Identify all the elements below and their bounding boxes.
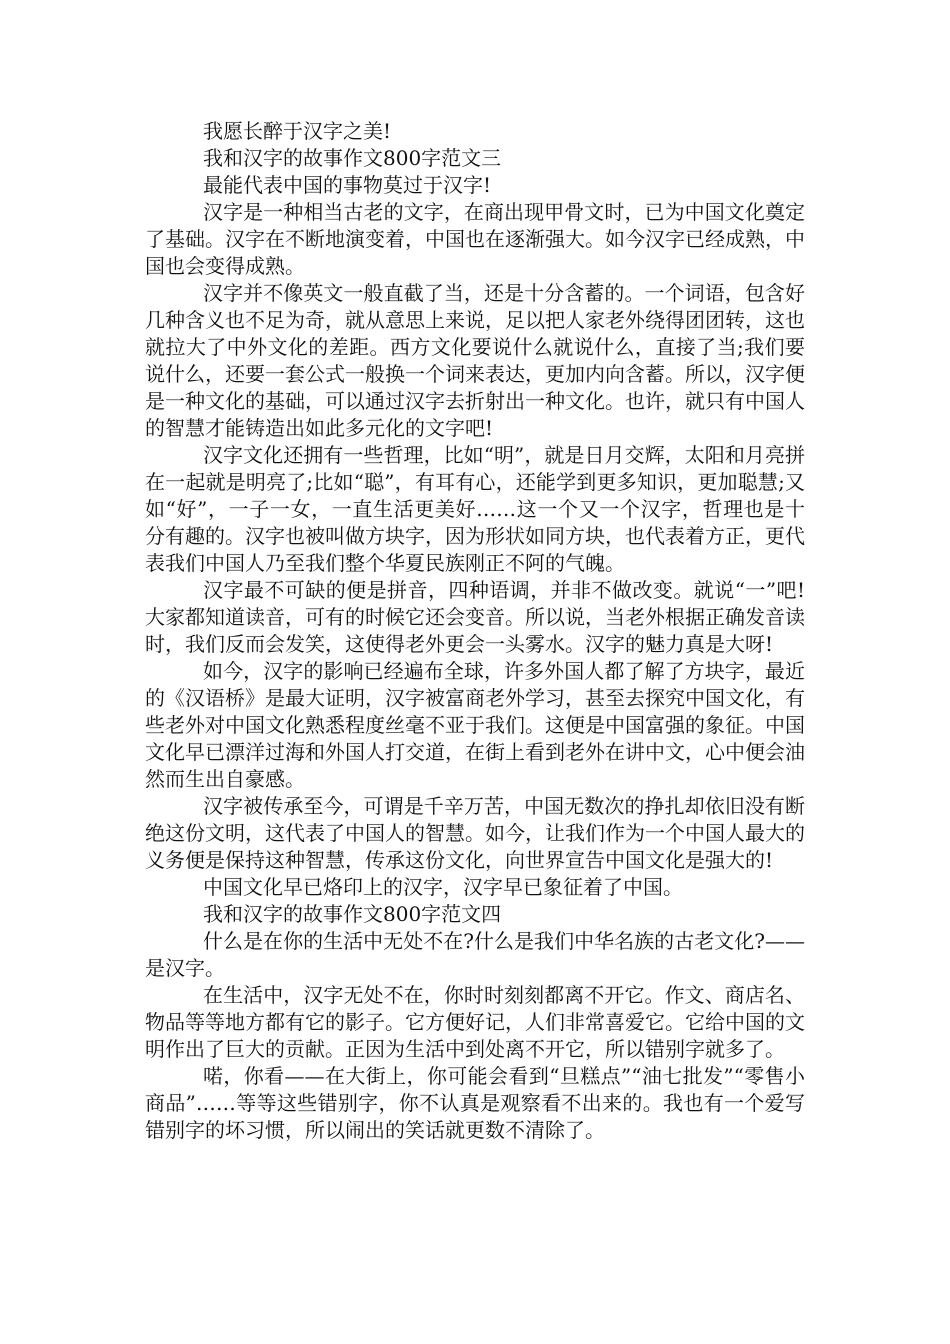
section-heading: 我和汉字的故事作文800字范文三	[203, 146, 502, 170]
paragraph: 最能代表中国的事物莫过于汉字!	[203, 173, 492, 197]
paragraph: 汉字被传承至今，可谓是千辛万苦，中国无数次的挣扎却依旧没有断绝这份文明，这代表了中国人的智慧。如今，让我们作为一个中国人最大的义务便是保持这种智慧，传承这份文化，向世界宣告中国文化是强大的!	[145, 794, 805, 872]
paragraph: 汉字最不可缺的便是拼音，四种语调，并非不做改变。就说“一”吧!大家都知道读音，可有的时候它还会变音。所以说，当老外根据正确发音读时，我们反而会发笑，这使得老外更会一头雾水。汉字的魅力真是大呀!	[145, 578, 805, 656]
paragraph: 我愿长醉于汉字之美!	[203, 119, 392, 143]
paragraph: 汉字并不像英文一般直截了当，还是十分含蓄的。一个词语，包含好几种含义也不足为奇，就从意思上来说，足以把人家老外绕得团团转，这也就拉大了中外文化的差距。西方文化要说什么就说什么，直接了当;我们要说什么，还要一套公式一般换一个词来表达，更加内向含蓄。所以，汉字便是一种文化的基础，可以通过汉字去折射出一种文化。也许，就只有中国人的智慧才能铸造出如此多元化的文字吧!	[145, 281, 805, 440]
essay-body	[145, 118, 805, 1144]
paragraph: 汉字文化还拥有一些哲理，比如“明”，就是日月交辉，太阳和月亮拼在一起就是明亮了;比如“聪”，有耳有心，还能学到更多知识，更加聪慧;又如“好”，一子一女，一直生活更美好……这一个又一个汉字，哲理也是十分有趣的。汉字也被叫做方块字，因为形状如同方块，也代表着方正，更代表我们中国人乃至我们整个华夏民族刚正不阿的气魄。	[145, 443, 805, 575]
paragraph: 喏，你看——在大街上，你可能会看到“旦糕点”“油七批发”“零售小商品”……等等这些错别字，你不认真是观察看不出来的。我也有一个爱写错别字的坏习惯，所以闹出的笑话就更数不清除了。	[145, 1064, 805, 1142]
paragraph: 在生活中，汉字无处不在，你时时刻刻都离不开它。作文、商店名、物品等等地方都有它的影子。它方便好记，人们非常喜爱它。它给中国的文明作出了巨大的贡献。正因为生活中到处离不开它，所以错别字就多了。	[145, 983, 805, 1061]
paragraph: 什么是在你的生活中无处不在?什么是我们中华名族的古老文化?——是汉字。	[145, 929, 805, 980]
paragraph: 如今，汉字的影响已经遍布全球，许多外国人都了解了方块字，最近的《汉语桥》是最大证明，汉字被富商老外学习，甚至去探究中国文化，有些老外对中国文化熟悉程度丝毫不亚于我们。这便是中国富强的象征。中国文化早已漂洋过海和外国人打交道，在街上看到老外在讲中文，心中便会油然而生出自豪感。	[145, 659, 805, 791]
paragraph: 汉字是一种相当古老的文字，在商出现甲骨文时，已为中国文化奠定了基础。汉字在不断地演变着，中国也在逐渐强大。如今汉字已经成熟，中国也会变得成熟。	[145, 200, 805, 278]
section-heading: 我和汉字的故事作文800字范文四	[203, 902, 502, 926]
paragraph: 中国文化早已烙印上的汉字，汉字早已象征着了中国。	[203, 875, 683, 899]
